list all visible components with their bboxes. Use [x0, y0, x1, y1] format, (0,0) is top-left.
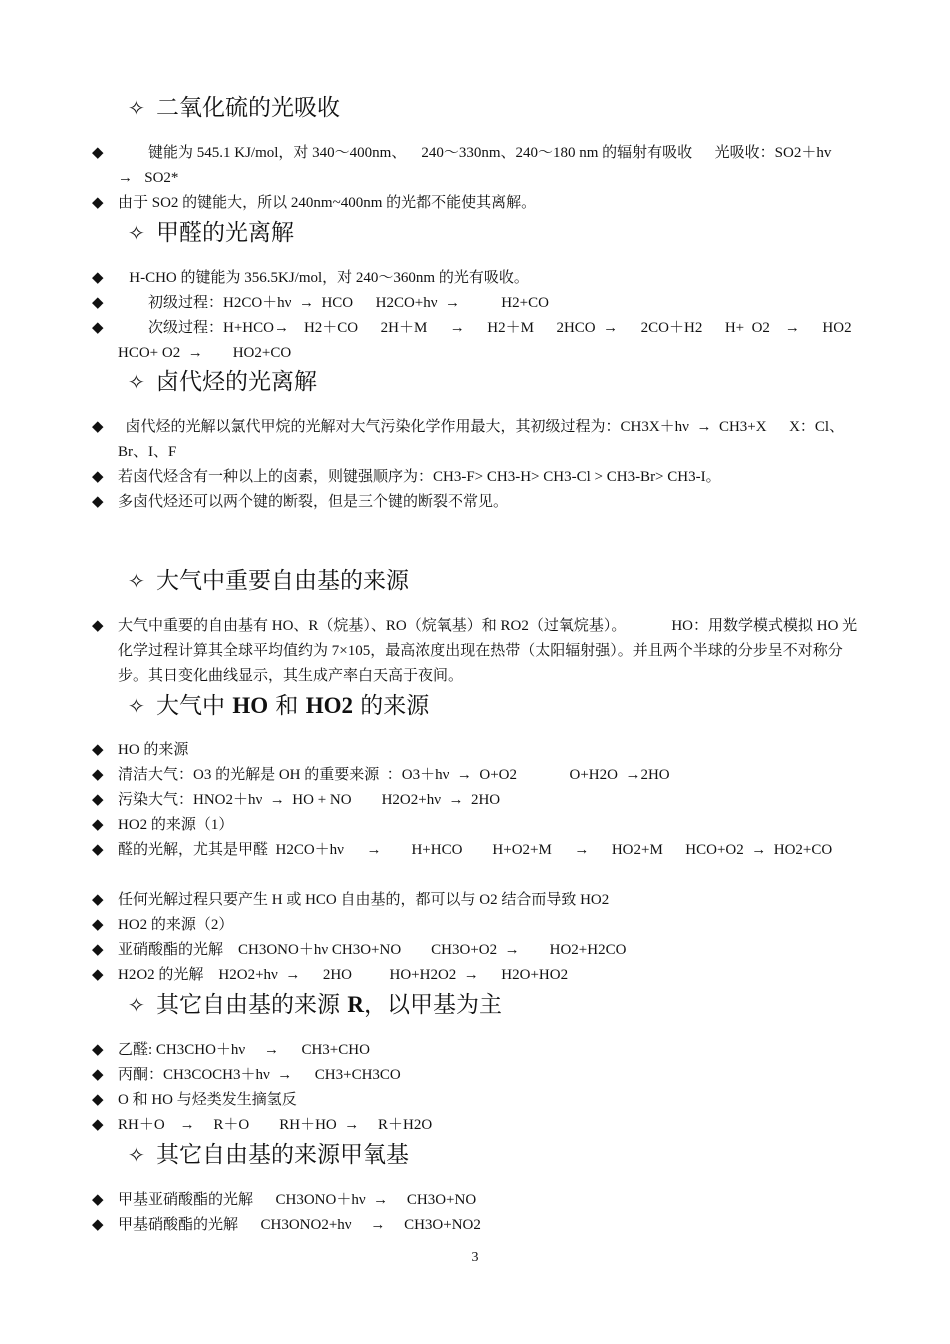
list-item: ◆ 卤代烃的光解以氯代甲烷的光解对大气污染化学作用最大，其初级过程为：CH3X＋hν → CH3+X X：Cl、Br、I、F [118, 415, 860, 465]
star-bullet-icon: ✧ [128, 370, 145, 394]
list-item: ◆ 由于 SO2 的键能大，所以 240nm~400nm 的光都不能使其离解。 [118, 191, 860, 216]
diamond-bullet-icon: ◆ [92, 917, 104, 933]
section-heading-methoxy: ✧ 其它自由基的来源甲氧基 [128, 1142, 409, 1168]
list-item: ◆ HO2 的来源（2） [118, 913, 860, 938]
list-item: ◆ 丙酮：CH3COCH3＋hν → CH3+CH3CO [118, 1063, 860, 1088]
list-item: ◆ 多卤代烃还可以两个键的断裂，但是三个键的断裂不常见。 [118, 490, 860, 515]
section-heading-so2: ✧ 二氧化硫的光吸收 [128, 95, 340, 121]
list-item: ◆ RH＋O → R＋O RH＋HO → R＋H2O [118, 1113, 860, 1138]
diamond-bullet-icon: ◆ [92, 295, 104, 311]
diamond-bullet-icon: ◆ [92, 767, 104, 783]
list-item: ◆ 任何光解过程只要产生 H 或 HCO 自由基的，都可以与 O2 结合而导致 HO2 [118, 888, 860, 913]
diamond-bullet-icon: ◆ [92, 195, 104, 211]
star-bullet-icon: ✧ [128, 221, 145, 245]
section-heading-formaldehyde: ✧ 甲醛的光离解 [128, 220, 294, 246]
star-bullet-icon: ✧ [128, 96, 145, 120]
list-item: ◆ O 和 HO 与烃类发生摘氢反 [118, 1088, 860, 1113]
diamond-bullet-icon: ◆ [92, 145, 104, 161]
list-item: ◆ 清洁大气：O3 的光解是 OH 的重要来源 ：O3＋hν → O+O2 O+H2O →2HO [118, 763, 860, 788]
list-item: ◆ HO2 的来源（1） [118, 813, 860, 838]
list-item: ◆ 甲基亚硝酸酯的光解 CH3ONO＋hν → CH3O+NO [118, 1188, 860, 1213]
list-item: ◆ H2O2 的光解 H2O2+hν → 2HO HO+H2O2 → H2O+HO2 [118, 963, 860, 988]
list-item: ◆ 若卤代烃含有一种以上的卤素，则键强顺序为：CH3-F> CH3-H> CH3-Cl > CH3-Br> CH3-I。 [118, 465, 860, 490]
diamond-bullet-icon: ◆ [92, 320, 104, 336]
list-item: ◆ 乙醛: CH3CHO＋hν → CH3+CHO [118, 1038, 860, 1063]
diamond-bullet-icon: ◆ [92, 1192, 104, 1208]
diamond-bullet-icon: ◆ [92, 1217, 104, 1233]
list-item: ◆ 亚硝酸酯的光解 CH3ONO＋hν CH3O+NO CH3O+O2 → HO2+H2CO [118, 938, 860, 963]
list-item: ◆ 初级过程：H2CO＋hν → HCO H2CO+hν → H2+CO [118, 291, 860, 316]
diamond-bullet-icon: ◆ [92, 792, 104, 808]
list-item: ◆ 次级过程：H+HCO→ H2＋CO 2H＋M → H2＋M 2HCO → 2CO＋H2 H+ O2 → HO2 HCO+ O2 → HO2+CO [118, 316, 860, 366]
diamond-bullet-icon: ◆ [92, 1117, 104, 1133]
diamond-bullet-icon: ◆ [92, 1067, 104, 1083]
diamond-bullet-icon: ◆ [92, 742, 104, 758]
diamond-bullet-icon: ◆ [92, 469, 104, 485]
section-heading-ho-ho2: ✧ 大气中 HO 和 HO2 的来源 [128, 693, 430, 719]
page-number: 3 [471, 1250, 479, 1265]
diamond-bullet-icon: ◆ [92, 270, 104, 286]
diamond-bullet-icon: ◆ [92, 967, 104, 983]
diamond-bullet-icon: ◆ [92, 494, 104, 510]
list-item: ◆ 大气中重要的自由基有 HO、R（烷基）、RO（烷氧基）和 RO2（过氧烷基）。 HO：用数学模式模拟 HO 光化学过程计算其全球平均值约为 7×105，最高浓度出现在热带（太阳辐射强）。并且两个半球的分步呈不对称分步。其日变化曲线显示，其生成产率白天高于夜间。 [118, 614, 860, 689]
list-item: ◆ H-CHO 的键能为 356.5KJ/mol，对 240～360nm 的光有吸收。 [118, 266, 860, 291]
star-bullet-icon: ✧ [128, 993, 145, 1017]
section-heading-radical-sources: ✧ 大气中重要自由基的来源 [128, 568, 409, 594]
list-item: ◆ 甲基硝酸酯的光解 CH3ONO2+hν → CH3O+NO2 [118, 1213, 860, 1238]
list-item: ◆ 键能为 545.1 KJ/mol，对 340～400nm、 240～330nm、240～180 nm 的辐射有吸收 光吸收：SO2＋hv → SO2* [118, 141, 860, 191]
star-bullet-icon: ✧ [128, 569, 145, 593]
list-item: ◆ 污染大气：HNO2＋hν → HO + NO H2O2+hν → 2HO [118, 788, 860, 813]
diamond-bullet-icon: ◆ [92, 618, 104, 634]
diamond-bullet-icon: ◆ [92, 1092, 104, 1108]
diamond-bullet-icon: ◆ [92, 419, 104, 435]
section-heading-haloalkane: ✧ 卤代烃的光离解 [128, 369, 317, 395]
star-bullet-icon: ✧ [128, 1143, 145, 1167]
diamond-bullet-icon: ◆ [92, 892, 104, 908]
diamond-bullet-icon: ◆ [92, 817, 104, 833]
diamond-bullet-icon: ◆ [92, 1042, 104, 1058]
section-heading-other-radicals-r: ✧ 其它自由基的来源 R，以甲基为主 [128, 992, 502, 1018]
diamond-bullet-icon: ◆ [92, 942, 104, 958]
diamond-bullet-icon: ◆ [92, 842, 104, 858]
list-item: ◆ HO 的来源 [118, 738, 860, 763]
list-item: ◆ 醛的光解，尤其是甲醛 H2CO＋hν → H+HCO H+O2+M → HO2+M HCO+O2 → HO2+CO [118, 838, 860, 863]
star-bullet-icon: ✧ [128, 694, 145, 718]
